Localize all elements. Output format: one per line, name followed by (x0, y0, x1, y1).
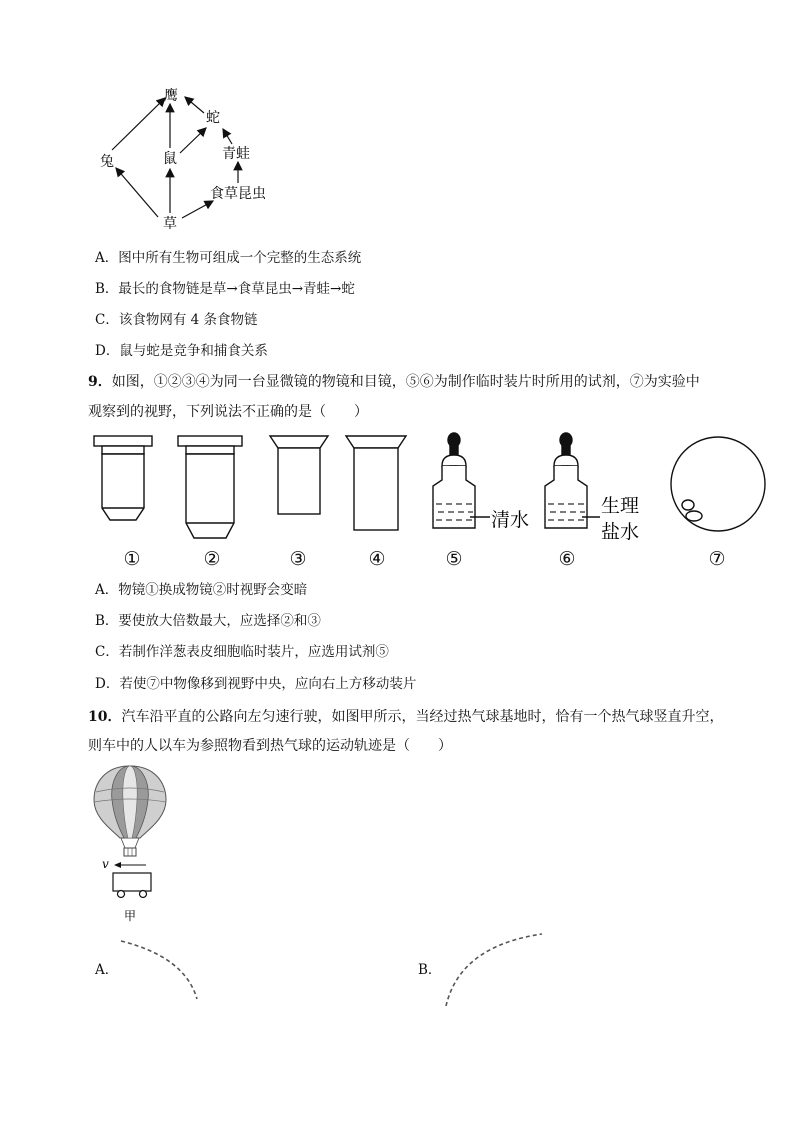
q9-line1: 如图，①②③④为同一台显微镜的物镜和目镜，⑤⑥为制作临时装片时所用的试剂，⑦为实验中 (111, 374, 700, 390)
node-insect: 食草昆虫 (210, 186, 266, 202)
q9-option-a[interactable]: A．物镜①换成物镜②时视野会变暗 (95, 582, 308, 598)
reagent-5-label: 清水 (491, 509, 530, 531)
velocity-label: v (102, 857, 109, 871)
eyepiece-3 (270, 436, 328, 514)
q9-option-c[interactable]: C．若制作洋葱表皮细胞临时装片，应选用试剂⑤ (95, 644, 389, 660)
q9-stem-line2: 观察到的视野，下列说法不正确的是（ ） (88, 404, 368, 420)
q9-option-b[interactable]: B．要使放大倍数最大，应选择②和③ (95, 613, 321, 629)
q9-number: 9． (88, 374, 112, 390)
label-5: ⑤ (445, 548, 463, 570)
node-rabbit: 兔 (100, 154, 114, 170)
q10-option-a-label[interactable]: A． (95, 962, 119, 978)
option-b-trajectory[interactable] (440, 930, 550, 1010)
node-frog: 青蛙 (222, 146, 250, 162)
objective-lens-2 (178, 436, 242, 538)
q9-option-d[interactable]: D．若使⑦中物像移到视野中央，应向右上方移动装片 (95, 676, 417, 692)
reagent-6-label-line1: 生理 (601, 495, 640, 517)
eyepiece-4 (346, 436, 406, 530)
label-6: ⑥ (558, 548, 576, 570)
q8-option-a[interactable]: A．图中所有生物可组成一个完整的生态系统 (95, 250, 362, 266)
food-web-diagram (90, 80, 290, 240)
label-4: ④ (368, 548, 386, 570)
node-snake: 蛇 (206, 110, 220, 126)
q8-option-b[interactable]: B．最长的食物链是草→食草昆虫→青蛙→蛇 (95, 281, 355, 297)
q8-option-d[interactable]: D．鼠与蛇是竞争和捕食关系 (95, 343, 268, 359)
balloon-car-figure (90, 762, 180, 932)
reagent-bottle-5 (433, 433, 490, 528)
reagent-bottle-6 (545, 433, 600, 528)
q9-stem-line1 (88, 371, 700, 393)
q10-stem-line1 (88, 706, 723, 728)
node-mouse: 鼠 (163, 151, 177, 167)
reagent-6-label-line2: 盐水 (601, 521, 640, 543)
q10-option-b-label[interactable]: B． (418, 962, 442, 978)
label-1: ① (123, 548, 141, 570)
label-3: ③ (289, 548, 307, 570)
q10-line1: 汽车沿平直的公路向左匀速行驶，如图甲所示，当经过热气球基地时，恰有一个热气球竖直升空， (121, 709, 724, 725)
field-of-view-7 (671, 437, 765, 531)
q10-number: 10． (88, 709, 122, 725)
figure-label-jia: 甲 (124, 909, 137, 923)
label-2: ② (203, 548, 221, 570)
q8-option-c[interactable]: C．该食物网有 4 条食物链 (95, 312, 258, 328)
node-eagle: 鹰 (164, 88, 178, 104)
option-a-trajectory[interactable] (115, 935, 205, 1005)
node-grass: 草 (163, 216, 177, 232)
microscope-figure (88, 428, 778, 578)
label-7: ⑦ (708, 548, 726, 570)
q10-stem-line2: 则车中的人以车为参照物看到热气球的运动轨迹是（ ） (88, 738, 452, 754)
objective-lens-1 (94, 436, 152, 520)
